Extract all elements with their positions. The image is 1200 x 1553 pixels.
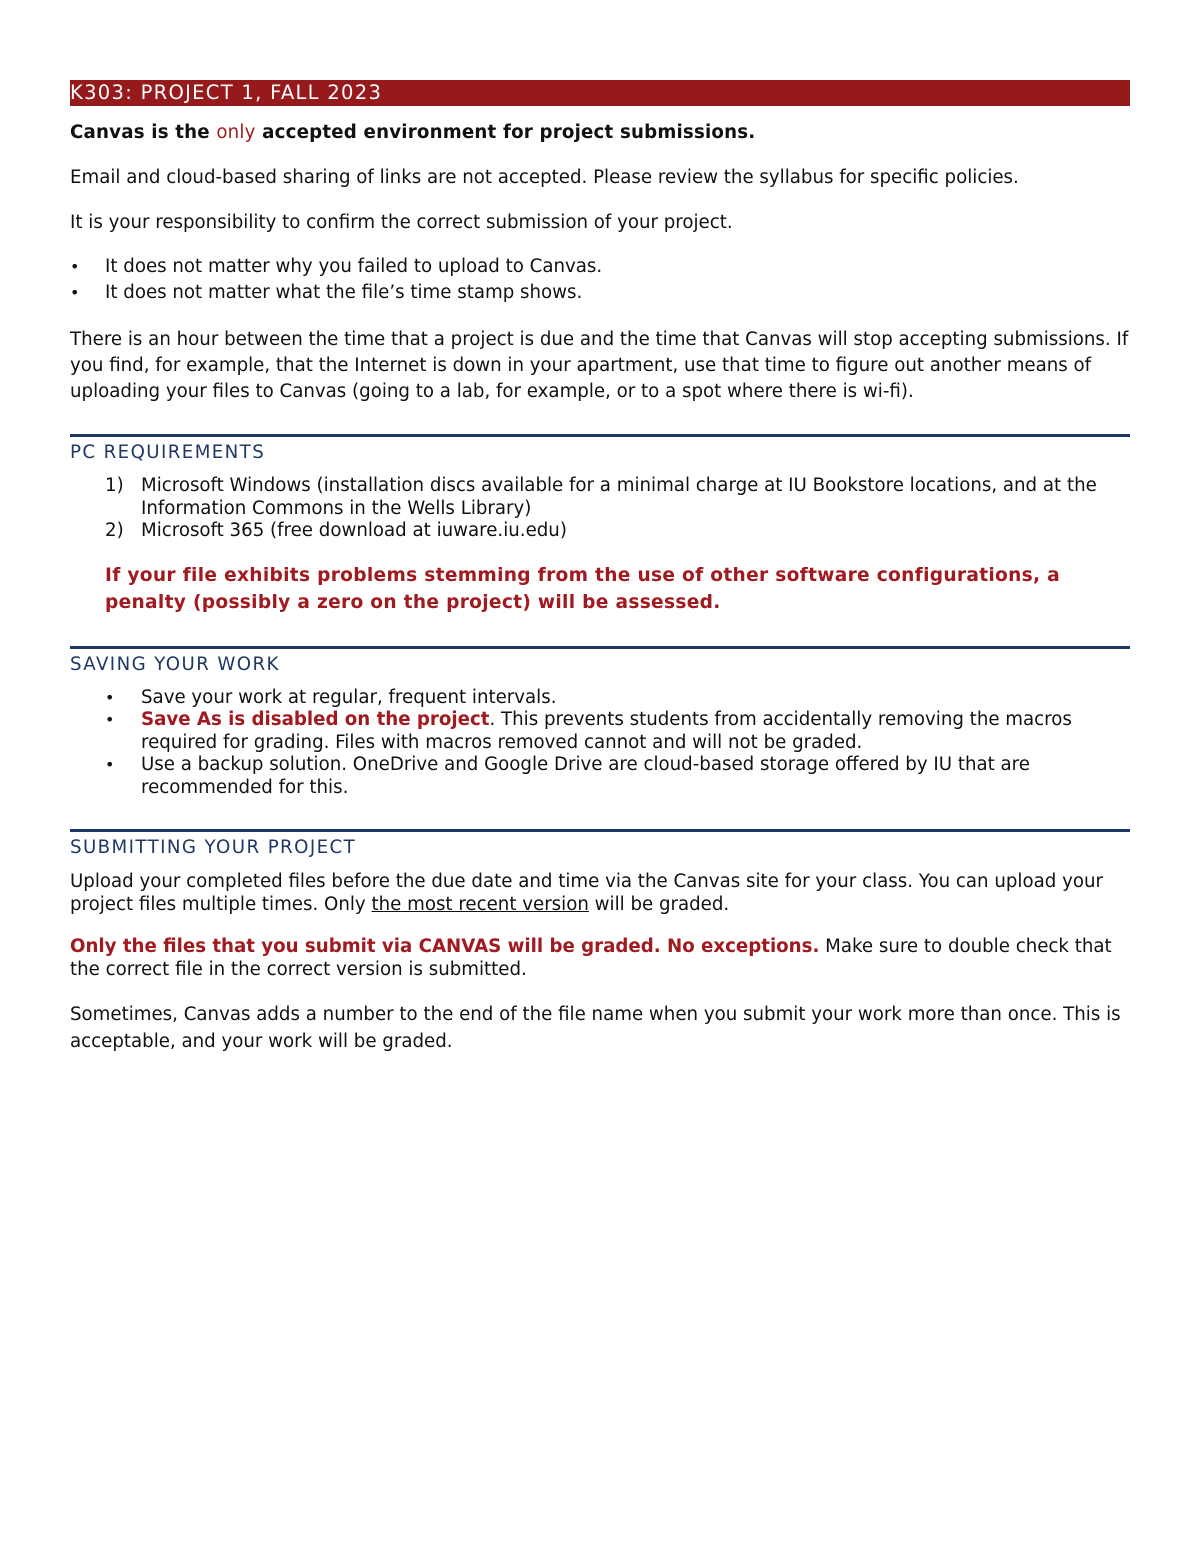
saving-list <box>70 687 1130 800</box>
submitting-paragraph-canvas-only <box>70 935 1130 981</box>
list-item-text: It does not matter what the file’s time stamp shows. <box>105 282 583 303</box>
bullet-icon: • <box>105 755 115 774</box>
submitting-upload-text: Upload your completed files before the due date and time via the Canvas site for your class. You can upload your project files multiple times. Only <box>70 871 1103 915</box>
double-check-text: Make sure to double check that the correct file in the correct version is submitted. <box>70 936 1112 980</box>
section-heading-submitting: SUBMITTING YOUR PROJECT <box>70 837 357 858</box>
list-item <box>70 475 1130 520</box>
list-item <box>70 280 1130 306</box>
bullet-icon: • <box>70 257 80 276</box>
section-heading-saving: SAVING YOUR WORK <box>70 653 280 675</box>
list-item-number: 2) <box>105 520 124 541</box>
list-item <box>70 687 1130 710</box>
list-item-number: 1) <box>105 475 124 496</box>
list-item-text: . This prevents students from accidentally removing the macros required for grading. Files with macros removed cannot and will not be graded. <box>141 709 1072 753</box>
most-recent-version-text: the most recent version <box>371 894 589 915</box>
section-submitting-your-project <box>70 829 1130 1055</box>
intro-paragraph-responsibility: It is your responsibility to confirm the correct submission of your project. <box>70 212 733 233</box>
bullet-icon: • <box>105 710 115 729</box>
list-item-text: It does not matter why you failed to upload to Canvas. <box>105 256 603 277</box>
submitting-upload-text-end: will be graded. <box>588 894 730 915</box>
intro-lead <box>70 121 1130 144</box>
section-pc-requirements <box>70 434 1130 616</box>
pc-requirements-warning: If your file exhibits problems stemming from the use of other software configurations, a penalty (possibly a zero on the project) will be assessed. <box>105 564 1061 613</box>
bullet-icon: • <box>70 283 80 302</box>
list-item-text: Save your work at regular, frequent intervals. <box>141 686 557 708</box>
list-item-text: Microsoft Windows (installation discs available for a minimal charge at IU Bookstore locations, and at the Information Commons in the Wells Library) <box>141 475 1097 519</box>
list-item <box>70 754 1130 799</box>
document-page <box>70 80 1130 1055</box>
document-title-bar <box>70 80 1130 106</box>
intro-bullet-list <box>70 254 1130 306</box>
submitting-paragraph-upload <box>70 870 1130 916</box>
intro-lead-part2: accepted environment for project submissions. <box>255 122 756 143</box>
section-heading-pc-requirements: PC REQUIREMENTS <box>70 442 266 463</box>
list-item-text: Use a backup solution. OneDrive and Google Drive are cloud-based storage offered by IU that are recommended for this. <box>141 754 1030 798</box>
list-item <box>70 254 1130 280</box>
intro-paragraph-links: Email and cloud-based sharing of links are not accepted. Please review the syllabus for specific policies. <box>70 167 1019 188</box>
submitting-paragraph-file-number: Sometimes, Canvas adds a number to the end of the file name when you submit your work more than once. This is acceptable, and your work will be graded. <box>70 1004 1121 1052</box>
bullet-icon: • <box>105 687 115 707</box>
section-saving-your-work <box>70 646 1130 800</box>
list-item <box>70 709 1130 754</box>
intro-lead-part1: Canvas is the <box>70 122 217 143</box>
document-title: K303: PROJECT 1, FALL 2023 <box>70 81 383 104</box>
intro-lead-highlight: only <box>216 122 256 143</box>
save-as-disabled-note: Save As is disabled on the project <box>141 709 490 730</box>
pc-requirements-list <box>70 475 1130 543</box>
list-item <box>70 520 1130 543</box>
canvas-only-warning: Only the files that you submit via CANVAS will be graded. No exceptions. <box>70 936 820 957</box>
intro-paragraph-hour: There is an hour between the time that a project is due and the time that Canvas will stop accepting submissions. If you find, for example, that the Internet is down in your apartment, use that time to figure out another means of uploading your files to Canvas (going to a lab, for example, or to a spot where there is wi-fi). <box>70 329 1129 402</box>
list-item-text: Microsoft 365 (free download at iuware.iu.edu) <box>141 520 567 541</box>
